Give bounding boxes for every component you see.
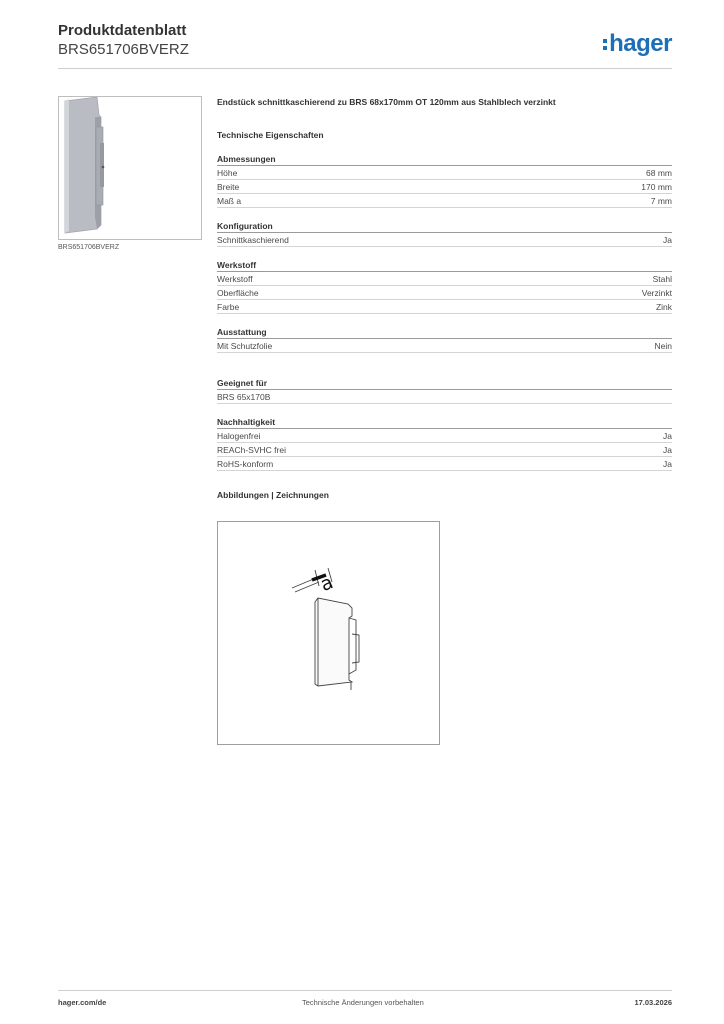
logo-text: hager: [609, 30, 672, 57]
dimension-label-a: a: [317, 571, 337, 597]
group-title: Ausstattung: [217, 326, 672, 339]
table-row: [217, 194, 672, 208]
drawings-title: Abbildungen | Zeichnungen: [217, 490, 329, 500]
row-label: Breite: [217, 182, 240, 192]
row-label: RoHS-konform: [217, 459, 274, 469]
row-label: REACh-SVHC frei: [217, 445, 286, 455]
row-value: 170 mm: [641, 182, 672, 192]
group-title: Nachhaltigkeit: [217, 416, 672, 429]
row-value: Stahl: [652, 274, 672, 284]
group-geeignet: [217, 377, 672, 404]
footer-divider: [58, 990, 672, 991]
footer-website-link[interactable]: hager.com/de: [58, 998, 107, 1007]
row-value: 7 mm: [650, 196, 672, 206]
table-row: [217, 300, 672, 314]
row-label: Oberfläche: [217, 288, 259, 298]
row-value: Ja: [663, 235, 672, 245]
table-row: [217, 233, 672, 247]
hager-logo: [603, 30, 672, 58]
row-value: Ja: [663, 459, 672, 469]
header-divider: [58, 68, 672, 69]
table-row: [217, 272, 672, 286]
product-details: [217, 96, 672, 500]
group-title: Geeignet für: [217, 377, 672, 390]
table-row: [217, 443, 672, 457]
thumbnail-caption: BRS651706BVERZ: [58, 244, 120, 251]
row-value: Ja: [663, 431, 672, 441]
product-description: Endstück schnittkaschierend zu BRS 68x170mm OT 120mm aus Stahlblech verzinkt: [217, 97, 556, 107]
end-cap-line-drawing: [218, 522, 439, 744]
product-thumbnail: [58, 96, 202, 240]
row-label: Höhe: [217, 168, 238, 178]
table-row: [217, 429, 672, 443]
document-title: Produktdatenblatt: [58, 22, 187, 39]
row-label: Schnittkaschierend: [217, 235, 289, 245]
group-ausstattung: [217, 326, 672, 353]
group-werkstoff: [217, 259, 672, 314]
row-value: 68 mm: [646, 168, 672, 178]
footer-date: 17.03.2026: [634, 998, 672, 1007]
table-row: [217, 166, 672, 180]
row-label: Halogenfrei: [217, 431, 261, 441]
row-value: Ja: [663, 445, 672, 455]
end-cap-product-image: [59, 97, 201, 239]
table-row: [217, 390, 672, 404]
table-row: [217, 286, 672, 300]
row-value: Verzinkt: [641, 288, 672, 298]
group-title: Abmessungen: [217, 153, 672, 166]
group-title: Konfiguration: [217, 220, 672, 233]
footer-notice: Technische Änderungen vorbehalten: [302, 998, 424, 1007]
technical-drawing: [217, 521, 440, 745]
row-value: Zink: [655, 302, 672, 312]
group-konfiguration: [217, 220, 672, 247]
page-footer: [58, 998, 672, 1010]
table-row: [217, 457, 672, 471]
row-value: Nein: [654, 341, 672, 351]
product-number: BRS651706BVERZ: [58, 41, 189, 58]
table-row: [217, 180, 672, 194]
row-label: Werkstoff: [217, 274, 253, 284]
group-abmessungen: [217, 153, 672, 208]
row-label: Farbe: [217, 302, 240, 312]
page-header: [58, 22, 672, 70]
row-label: BRS 65x170B: [217, 392, 271, 402]
table-row: [217, 339, 672, 353]
group-nachhaltigkeit: [217, 416, 672, 471]
group-title: Werkstoff: [217, 259, 672, 272]
row-label: Mit Schutzfolie: [217, 341, 273, 351]
technical-properties-title: Technische Eigenschaften: [217, 130, 324, 140]
logo-dots-icon: [603, 39, 608, 53]
row-label: Maß a: [217, 196, 242, 206]
